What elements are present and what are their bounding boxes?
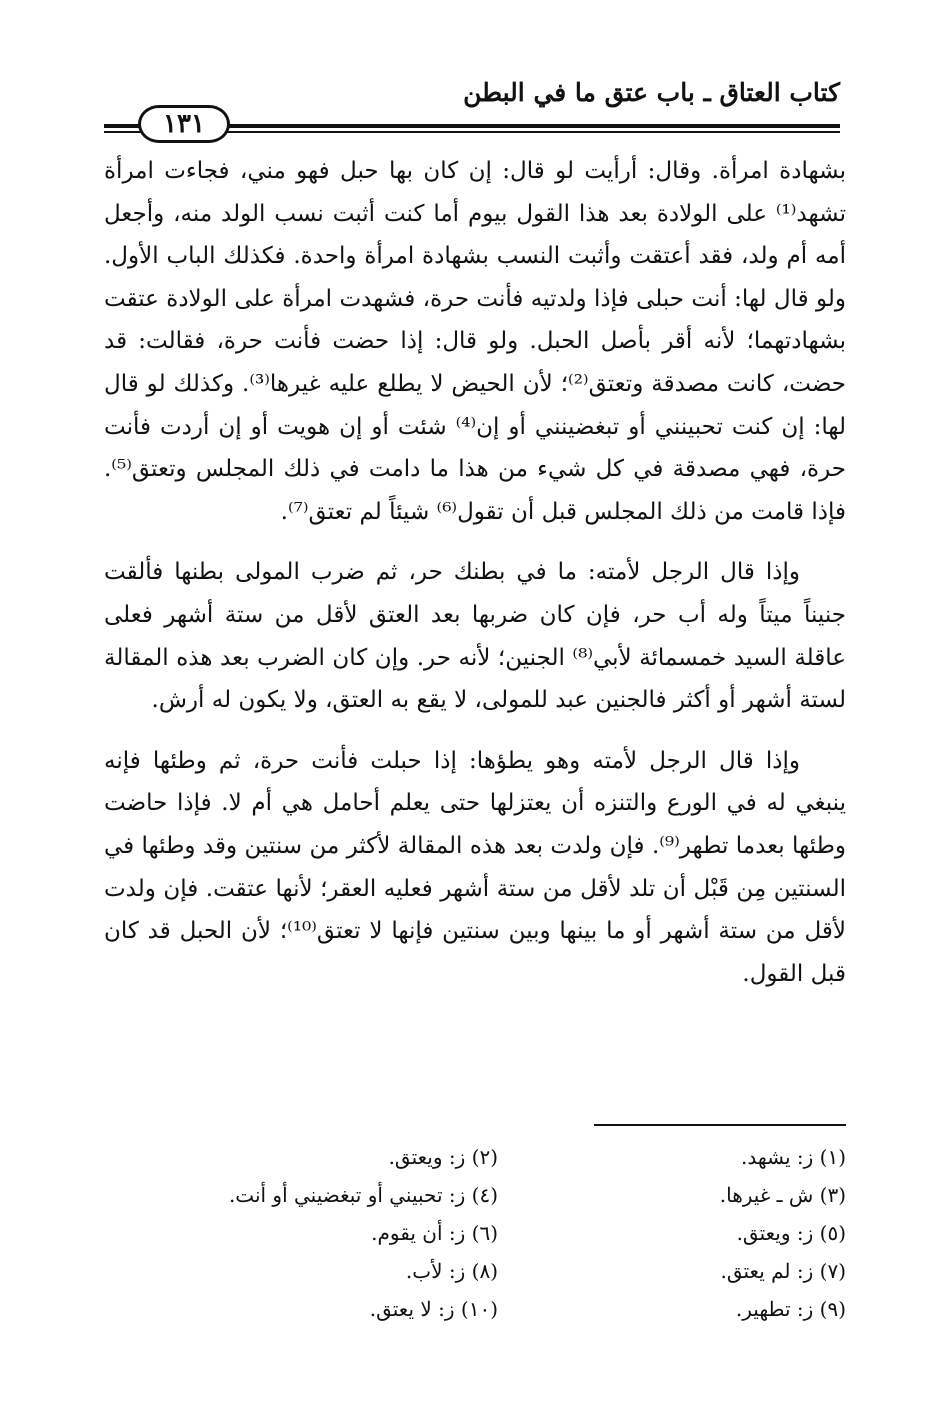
footnote: (٤) ز: تحبيني أو تبغضيني أو أنت. — [228, 1183, 498, 1207]
footnote: (٩) ز: تطهير. — [735, 1297, 846, 1321]
footnotes — [150, 1138, 846, 1328]
footnote-row — [150, 1176, 846, 1214]
paragraph: وإذا قال الرجل لأمته: ما في بطنك حر، ثم ضرب المولى بطنها فألقت جنيناً ميتاً وله أب حر، فإن كان ضربها بعد العتق لأقل من ستة أشهر فعلى عاقلة السيد خمسمائة لأبي⁽⁸⁾ الجنين؛ لأنه حر. وإن كان الضرب بعد هذه المقالة لستة أشهر أو أكثر فالجنين عبد للمولى، لا يقع به العتق، ولا يكون له أرش. — [104, 559, 846, 714]
footnote: (٢) ز: ويعتق. — [388, 1145, 498, 1169]
footnote: (١) ز: يشهد. — [741, 1145, 846, 1169]
paragraph: بشهادة امرأة. وقال: أرأيت لو قال: إن كان بها حبل فهو مني، فجاءت امرأة تشهد⁽¹⁾ على الولادة بعد هذا القول بيوم أما كنت أثبت نسب الولد منه، وأجعل أمه أم ولد، فقد أعتقت وأثبت النسب بشهادة امرأة واحدة. فكذلك الباب الأول. ولو قال لها: أنت حبلى فإذا ولدتيه فأنت حرة، فشهدت امرأة على الولادة عتقت بشهادتهما؛ لأنه أقر بأصل الحبل. ولو قال: إذا حضت فأنت حرة، فقالت: قد حضت، كانت مصدقة وتعتق⁽²⁾؛ لأن الحيض لا يطلع عليه غيرها⁽³⁾. وكذلك لو قال لها: إن كنت تحبينني أو تبغضينني أو إن⁽⁴⁾ شئت أو إن هويت أو إن أردت فأنت حرة، فهي مصدقة في كل شيء من هذا ما دامت في ذلك المجلس وتعتق⁽⁵⁾. فإذا قامت من ذلك المجلس قبل أن تقول⁽⁶⁾ شيئاً لم تعتق⁽⁷⁾. — [104, 158, 846, 525]
footnote: (٨) ز: لأب. — [405, 1259, 498, 1283]
footnote-row — [150, 1252, 846, 1290]
running-title: كتاب العتاق ـ باب عتق ما في البطن — [463, 78, 840, 107]
footnote: (٥) ز: ويعتق. — [736, 1221, 846, 1245]
paragraph: وإذا قال الرجل لأمته وهو يطؤها: إذا حبلت فأنت حرة، ثم وطئها فإنه ينبغي له في الورع والتنزه أن يعتزلها حتى يعلم أحامل هي أم لا. فإذا حاضت وطئها بعدما تطهر⁽⁹⁾. فإن ولدت بعد هذه المقالة لأكثر من سنتين وقد وطئها في السنتين مِن قَبْل أن تلد لأقل من ستة أشهر فعليه العقر؛ لأنها عتقت. فإن ولدت لأقل من ستة أشهر أو ما بينها وبين سنتين فإنها لا تعتق⁽¹⁰⁾؛ لأن الحبل قد كان قبل القول. — [104, 747, 846, 987]
footnote: (١٠) ز: لا يعتق. — [369, 1297, 498, 1321]
footnote: (٦) ز: أن يقوم. — [371, 1221, 498, 1245]
page-number: ١٣١ — [138, 105, 230, 143]
footnote-row — [150, 1214, 846, 1252]
body-text — [104, 150, 846, 995]
footnote-row — [150, 1290, 846, 1328]
footnote: (٧) ز: لم يعتق. — [720, 1259, 846, 1283]
footnote-row — [150, 1138, 846, 1176]
footnote-separator — [594, 1124, 846, 1126]
footnote: (٣) ش ـ غيرها. — [719, 1183, 846, 1207]
